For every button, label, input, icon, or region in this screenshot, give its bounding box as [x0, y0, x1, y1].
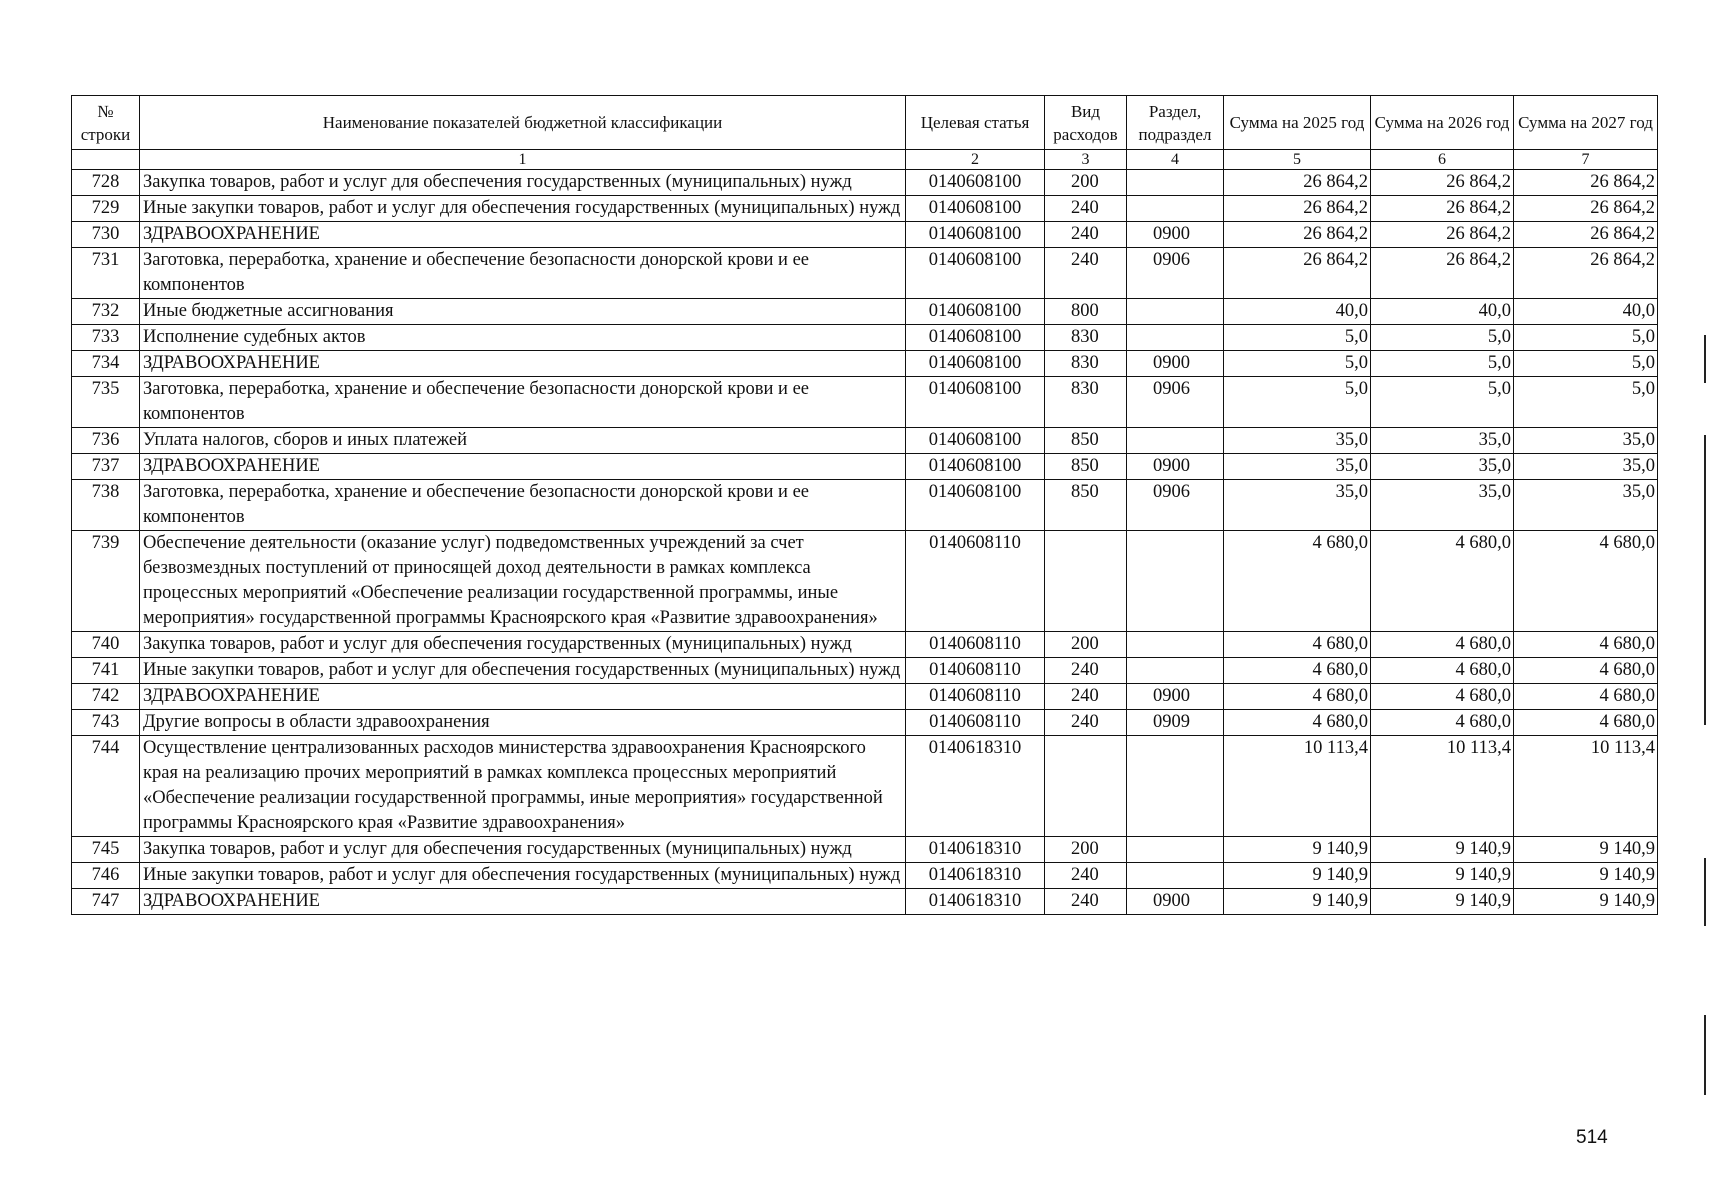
column-number: 1	[140, 150, 906, 170]
target-article-cell: 0140618310	[906, 736, 1045, 837]
row-number-cell: 730	[72, 222, 140, 248]
column-number	[72, 150, 140, 170]
section-cell	[1127, 863, 1224, 889]
indicator-name-cell: Другие вопросы в области здравоохранения	[140, 710, 906, 736]
expense-type-cell: 850	[1045, 454, 1127, 480]
indicator-name-cell: Иные бюджетные ассигнования	[140, 299, 906, 325]
row-number-cell: 732	[72, 299, 140, 325]
indicator-name-cell: Иные закупки товаров, работ и услуг для обеспечения государственных (муниципальных) нужд	[140, 658, 906, 684]
section-cell: 0900	[1127, 889, 1224, 915]
sum-2027-cell: 26 864,2	[1514, 196, 1658, 222]
section-cell: 0900	[1127, 454, 1224, 480]
section-cell	[1127, 170, 1224, 196]
table-row	[72, 863, 1658, 889]
expense-type-cell: 200	[1045, 837, 1127, 863]
table-row	[72, 632, 1658, 658]
section-cell: 0900	[1127, 222, 1224, 248]
sum-2025-cell: 9 140,9	[1224, 889, 1371, 915]
column-number: 5	[1224, 150, 1371, 170]
indicator-name-cell: ЗДРАВООХРАНЕНИЕ	[140, 454, 906, 480]
expense-type-cell: 240	[1045, 863, 1127, 889]
sum-2025-cell: 26 864,2	[1224, 196, 1371, 222]
section-cell: 0909	[1127, 710, 1224, 736]
target-article-cell: 0140608100	[906, 480, 1045, 531]
sum-2027-cell: 9 140,9	[1514, 863, 1658, 889]
table-row	[72, 196, 1658, 222]
sum-2025-cell: 35,0	[1224, 428, 1371, 454]
sum-2027-cell: 4 680,0	[1514, 658, 1658, 684]
section-cell	[1127, 428, 1224, 454]
table-row	[72, 222, 1658, 248]
sum-2026-cell: 9 140,9	[1371, 863, 1514, 889]
sum-2027-cell: 4 680,0	[1514, 531, 1658, 632]
section-cell: 0906	[1127, 248, 1224, 299]
indicator-name-cell: Закупка товаров, работ и услуг для обеспечения государственных (муниципальных) нужд	[140, 837, 906, 863]
table-row	[72, 684, 1658, 710]
row-number-cell: 745	[72, 837, 140, 863]
expense-type-cell: 240	[1045, 248, 1127, 299]
section-cell	[1127, 325, 1224, 351]
target-article-cell: 0140608110	[906, 658, 1045, 684]
sum-2025-cell: 4 680,0	[1224, 684, 1371, 710]
expense-type-cell	[1045, 531, 1127, 632]
expense-type-cell: 200	[1045, 170, 1127, 196]
section-cell: 0900	[1127, 684, 1224, 710]
row-number-cell: 731	[72, 248, 140, 299]
page-number: 514	[1576, 1127, 1608, 1148]
indicator-name-cell: ЗДРАВООХРАНЕНИЕ	[140, 222, 906, 248]
sum-2027-cell: 4 680,0	[1514, 684, 1658, 710]
sum-2027-cell: 9 140,9	[1514, 837, 1658, 863]
indicator-name-cell: ЗДРАВООХРАНЕНИЕ	[140, 889, 906, 915]
section-cell	[1127, 736, 1224, 837]
table-row	[72, 531, 1658, 632]
sum-2026-cell: 26 864,2	[1371, 196, 1514, 222]
scan-margin-mark	[1704, 435, 1706, 725]
table-row	[72, 889, 1658, 915]
row-number-cell: 736	[72, 428, 140, 454]
header-sum-2027: Сумма на 2027 год	[1514, 96, 1658, 150]
expense-type-cell: 240	[1045, 684, 1127, 710]
indicator-name-cell: Иные закупки товаров, работ и услуг для обеспечения государственных (муниципальных) нужд	[140, 196, 906, 222]
sum-2025-cell: 5,0	[1224, 351, 1371, 377]
row-number-cell: 746	[72, 863, 140, 889]
target-article-cell: 0140608100	[906, 170, 1045, 196]
expense-type-cell: 240	[1045, 196, 1127, 222]
target-article-cell: 0140618310	[906, 863, 1045, 889]
column-number: 4	[1127, 150, 1224, 170]
expense-type-cell: 240	[1045, 222, 1127, 248]
sum-2026-cell: 35,0	[1371, 454, 1514, 480]
section-cell: 0906	[1127, 377, 1224, 428]
column-number: 2	[906, 150, 1045, 170]
sum-2026-cell: 35,0	[1371, 428, 1514, 454]
header-sum-2025: Сумма на 2025 год	[1224, 96, 1371, 150]
sum-2027-cell: 35,0	[1514, 480, 1658, 531]
table-row	[72, 480, 1658, 531]
sum-2025-cell: 35,0	[1224, 454, 1371, 480]
sum-2027-cell: 26 864,2	[1514, 222, 1658, 248]
sum-2025-cell: 26 864,2	[1224, 170, 1371, 196]
indicator-name-cell: Заготовка, переработка, хранение и обеспечение безопасности донорской крови и ее компонентов	[140, 480, 906, 531]
target-article-cell: 0140608110	[906, 632, 1045, 658]
scan-margin-mark	[1704, 1015, 1706, 1095]
section-cell	[1127, 196, 1224, 222]
sum-2025-cell: 4 680,0	[1224, 632, 1371, 658]
table-row	[72, 837, 1658, 863]
target-article-cell: 0140608110	[906, 531, 1045, 632]
row-number-cell: 747	[72, 889, 140, 915]
expense-type-cell: 240	[1045, 889, 1127, 915]
sum-2026-cell: 5,0	[1371, 351, 1514, 377]
sum-2025-cell: 4 680,0	[1224, 710, 1371, 736]
sum-2025-cell: 9 140,9	[1224, 837, 1371, 863]
sum-2026-cell: 4 680,0	[1371, 684, 1514, 710]
row-number-cell: 744	[72, 736, 140, 837]
table-row	[72, 325, 1658, 351]
row-number-cell: 742	[72, 684, 140, 710]
column-number-row	[72, 150, 1658, 170]
header-name: Наименование показателей бюджетной классификации	[140, 96, 906, 150]
sum-2027-cell: 26 864,2	[1514, 170, 1658, 196]
sum-2025-cell: 10 113,4	[1224, 736, 1371, 837]
row-number-cell: 737	[72, 454, 140, 480]
sum-2027-cell: 5,0	[1514, 325, 1658, 351]
indicator-name-cell: ЗДРАВООХРАНЕНИЕ	[140, 684, 906, 710]
sum-2025-cell: 5,0	[1224, 325, 1371, 351]
expense-type-cell: 830	[1045, 325, 1127, 351]
sum-2027-cell: 4 680,0	[1514, 632, 1658, 658]
sum-2025-cell: 40,0	[1224, 299, 1371, 325]
section-cell	[1127, 299, 1224, 325]
scan-margin-mark	[1704, 858, 1706, 926]
table-row	[72, 377, 1658, 428]
sum-2026-cell: 5,0	[1371, 325, 1514, 351]
target-article-cell: 0140608100	[906, 377, 1045, 428]
row-number-cell: 740	[72, 632, 140, 658]
target-article-cell: 0140608100	[906, 325, 1045, 351]
sum-2027-cell: 4 680,0	[1514, 710, 1658, 736]
sum-2026-cell: 26 864,2	[1371, 248, 1514, 299]
table-row	[72, 428, 1658, 454]
sum-2026-cell: 9 140,9	[1371, 837, 1514, 863]
sum-2025-cell: 26 864,2	[1224, 222, 1371, 248]
section-cell	[1127, 531, 1224, 632]
expense-type-cell: 200	[1045, 632, 1127, 658]
target-article-cell: 0140618310	[906, 837, 1045, 863]
sum-2027-cell: 10 113,4	[1514, 736, 1658, 837]
budget-classification-table	[71, 95, 1658, 915]
expense-type-cell	[1045, 736, 1127, 837]
table-row	[72, 710, 1658, 736]
sum-2026-cell: 5,0	[1371, 377, 1514, 428]
sum-2026-cell: 4 680,0	[1371, 710, 1514, 736]
sum-2025-cell: 9 140,9	[1224, 863, 1371, 889]
target-article-cell: 0140618310	[906, 889, 1045, 915]
sum-2026-cell: 10 113,4	[1371, 736, 1514, 837]
row-number-cell: 741	[72, 658, 140, 684]
sum-2025-cell: 4 680,0	[1224, 658, 1371, 684]
header-expense-type: Вид расходов	[1045, 96, 1127, 150]
target-article-cell: 0140608100	[906, 196, 1045, 222]
indicator-name-cell: Осуществление централизованных расходов министерства здравоохранения Красноярского края на реализацию прочих мероприятий в рамках комплекса процессных мероприятий «Обеспечение реализации государственной программы, иные мероприятия» государственной программы Красноярского края «Развитие здравоохранения»	[140, 736, 906, 837]
target-article-cell: 0140608100	[906, 299, 1045, 325]
sum-2027-cell: 35,0	[1514, 454, 1658, 480]
table-row	[72, 658, 1658, 684]
target-article-cell: 0140608100	[906, 454, 1045, 480]
expense-type-cell: 850	[1045, 428, 1127, 454]
header-section: Раздел, подраздел	[1127, 96, 1224, 150]
sum-2026-cell: 35,0	[1371, 480, 1514, 531]
sum-2027-cell: 5,0	[1514, 377, 1658, 428]
table-body	[72, 170, 1658, 915]
row-number-cell: 738	[72, 480, 140, 531]
target-article-cell: 0140608110	[906, 710, 1045, 736]
sum-2025-cell: 4 680,0	[1224, 531, 1371, 632]
header-sum-2026: Сумма на 2026 год	[1371, 96, 1514, 150]
target-article-cell: 0140608110	[906, 684, 1045, 710]
table-row	[72, 248, 1658, 299]
header-row	[72, 96, 1658, 150]
row-number-cell: 739	[72, 531, 140, 632]
row-number-cell: 728	[72, 170, 140, 196]
scan-margin-mark	[1704, 335, 1706, 383]
indicator-name-cell: Уплата налогов, сборов и иных платежей	[140, 428, 906, 454]
indicator-name-cell: Закупка товаров, работ и услуг для обеспечения государственных (муниципальных) нужд	[140, 632, 906, 658]
expense-type-cell: 830	[1045, 351, 1127, 377]
row-number-cell: 734	[72, 351, 140, 377]
row-number-cell: 735	[72, 377, 140, 428]
expense-type-cell: 240	[1045, 710, 1127, 736]
table-row	[72, 170, 1658, 196]
table-row	[72, 454, 1658, 480]
column-number: 7	[1514, 150, 1658, 170]
sum-2026-cell: 26 864,2	[1371, 222, 1514, 248]
sum-2027-cell: 26 864,2	[1514, 248, 1658, 299]
expense-type-cell: 800	[1045, 299, 1127, 325]
indicator-name-cell: Обеспечение деятельности (оказание услуг) подведомственных учреждений за счет безвозмездных поступлений от приносящей доход деятельности в рамках комплекса процессных мероприятий «Обеспечение реализации государственной программы, иные мероприятия» государственной программы Красноярского края «Развитие здравоохранения»	[140, 531, 906, 632]
indicator-name-cell: Иные закупки товаров, работ и услуг для обеспечения государственных (муниципальных) нужд	[140, 863, 906, 889]
table-row	[72, 299, 1658, 325]
indicator-name-cell: Заготовка, переработка, хранение и обеспечение безопасности донорской крови и ее компонентов	[140, 248, 906, 299]
row-number-cell: 733	[72, 325, 140, 351]
sum-2025-cell: 26 864,2	[1224, 248, 1371, 299]
row-number-cell: 743	[72, 710, 140, 736]
column-number: 6	[1371, 150, 1514, 170]
section-cell: 0900	[1127, 351, 1224, 377]
sum-2026-cell: 4 680,0	[1371, 632, 1514, 658]
target-article-cell: 0140608100	[906, 428, 1045, 454]
column-number: 3	[1045, 150, 1127, 170]
target-article-cell: 0140608100	[906, 248, 1045, 299]
sum-2026-cell: 4 680,0	[1371, 531, 1514, 632]
table-row	[72, 736, 1658, 837]
sum-2027-cell: 35,0	[1514, 428, 1658, 454]
indicator-name-cell: Исполнение судебных актов	[140, 325, 906, 351]
expense-type-cell: 850	[1045, 480, 1127, 531]
sum-2027-cell: 40,0	[1514, 299, 1658, 325]
section-cell	[1127, 632, 1224, 658]
sum-2027-cell: 9 140,9	[1514, 889, 1658, 915]
header-target-article: Целевая статья	[906, 96, 1045, 150]
sum-2026-cell: 26 864,2	[1371, 170, 1514, 196]
indicator-name-cell: Заготовка, переработка, хранение и обеспечение безопасности донорской крови и ее компонентов	[140, 377, 906, 428]
section-cell: 0906	[1127, 480, 1224, 531]
section-cell	[1127, 658, 1224, 684]
section-cell	[1127, 837, 1224, 863]
expense-type-cell: 830	[1045, 377, 1127, 428]
indicator-name-cell: ЗДРАВООХРАНЕНИЕ	[140, 351, 906, 377]
row-number-cell: 729	[72, 196, 140, 222]
sum-2027-cell: 5,0	[1514, 351, 1658, 377]
header-row-number: № строки	[72, 96, 140, 150]
sum-2026-cell: 9 140,9	[1371, 889, 1514, 915]
target-article-cell: 0140608100	[906, 222, 1045, 248]
sum-2026-cell: 40,0	[1371, 299, 1514, 325]
target-article-cell: 0140608100	[906, 351, 1045, 377]
table-header	[72, 96, 1658, 170]
table-row	[72, 351, 1658, 377]
expense-type-cell: 240	[1045, 658, 1127, 684]
sum-2026-cell: 4 680,0	[1371, 658, 1514, 684]
sum-2025-cell: 5,0	[1224, 377, 1371, 428]
sum-2025-cell: 35,0	[1224, 480, 1371, 531]
indicator-name-cell: Закупка товаров, работ и услуг для обеспечения государственных (муниципальных) нужд	[140, 170, 906, 196]
